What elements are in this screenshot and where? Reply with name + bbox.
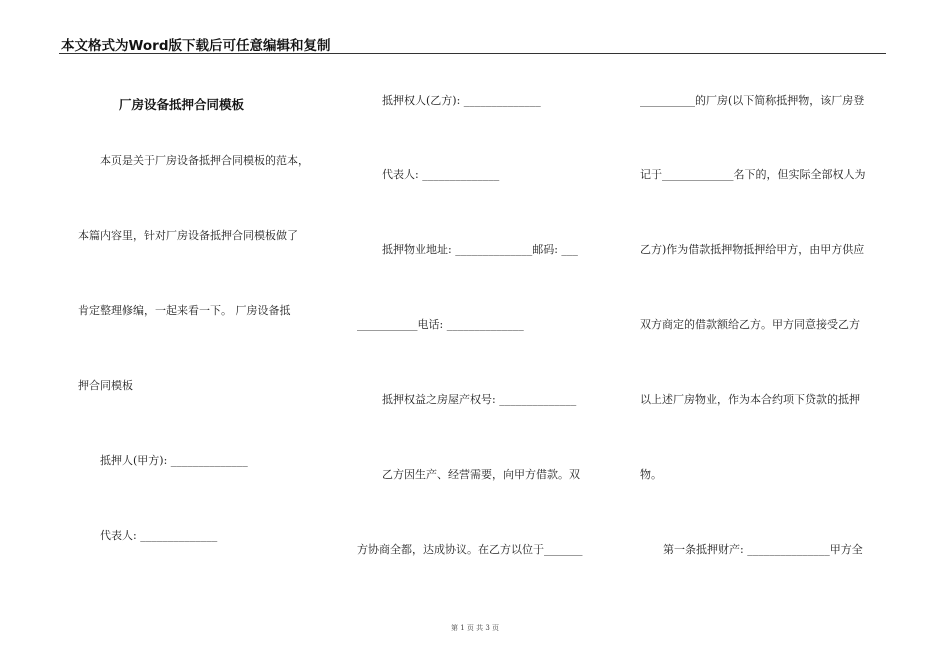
col2-line-5: 抵押权益之房屋产权号: ______________ (382, 393, 577, 406)
col2-line-3: 抵押物业地址: ______________邮码: ___ (382, 243, 578, 256)
col3-line-4: 双方商定的借款额给乙方。甲方同意接受乙方 (640, 318, 860, 331)
document-title: 厂房设备抵押合同模板 (119, 97, 245, 112)
col1-line-4: 押合同模板 (78, 379, 133, 392)
col2-line-7: 方协商全都，达成协议。在乙方以位于_______ (357, 543, 583, 556)
col3-line-6: 物。 (640, 468, 662, 481)
col3-line-3: 乙方)作为借款抵押物抵押给甲方，由甲方供应 (640, 243, 865, 256)
col1-line-2: 本篇内容里，针对厂房设备抵押合同模板做了 (78, 229, 298, 242)
col1-line-6: 代表人: ______________ (100, 529, 218, 542)
col2-line-2: 代表人: ______________ (382, 168, 500, 181)
col2-line-4: ___________电话: ______________ (357, 318, 524, 331)
col1-line-3: 肯定整理修编，一起来看一下。 厂房设备抵 (78, 304, 291, 317)
col3-line-1: __________的厂房(以下简称抵押物，该厂房登 (640, 94, 865, 107)
page-header (59, 34, 886, 54)
page-number: 第 1 页 共 3 页 (450, 624, 500, 632)
col1-line-1: 本页是关于厂房设备抵押合同模板的范本， (100, 154, 309, 167)
header-text: 本文格式为Word版下载后可任意编辑和复制 (61, 38, 331, 54)
col2-line-1: 抵押权人(乙方): ______________ (382, 94, 541, 107)
col3-line-2: 记于_____________名下的，但实际全部权人为 (640, 168, 866, 181)
col2-line-6: 乙方因生产、经营需要，向甲方借款。双 (382, 468, 580, 481)
col1-line-5: 抵押人(甲方): ______________ (100, 454, 248, 467)
col3-line-5: 以上述厂房物业，作为本合约项下贷款的抵押 (640, 393, 860, 406)
col3-line-7: 第一条抵押财产: _______________甲方全 (663, 543, 863, 556)
